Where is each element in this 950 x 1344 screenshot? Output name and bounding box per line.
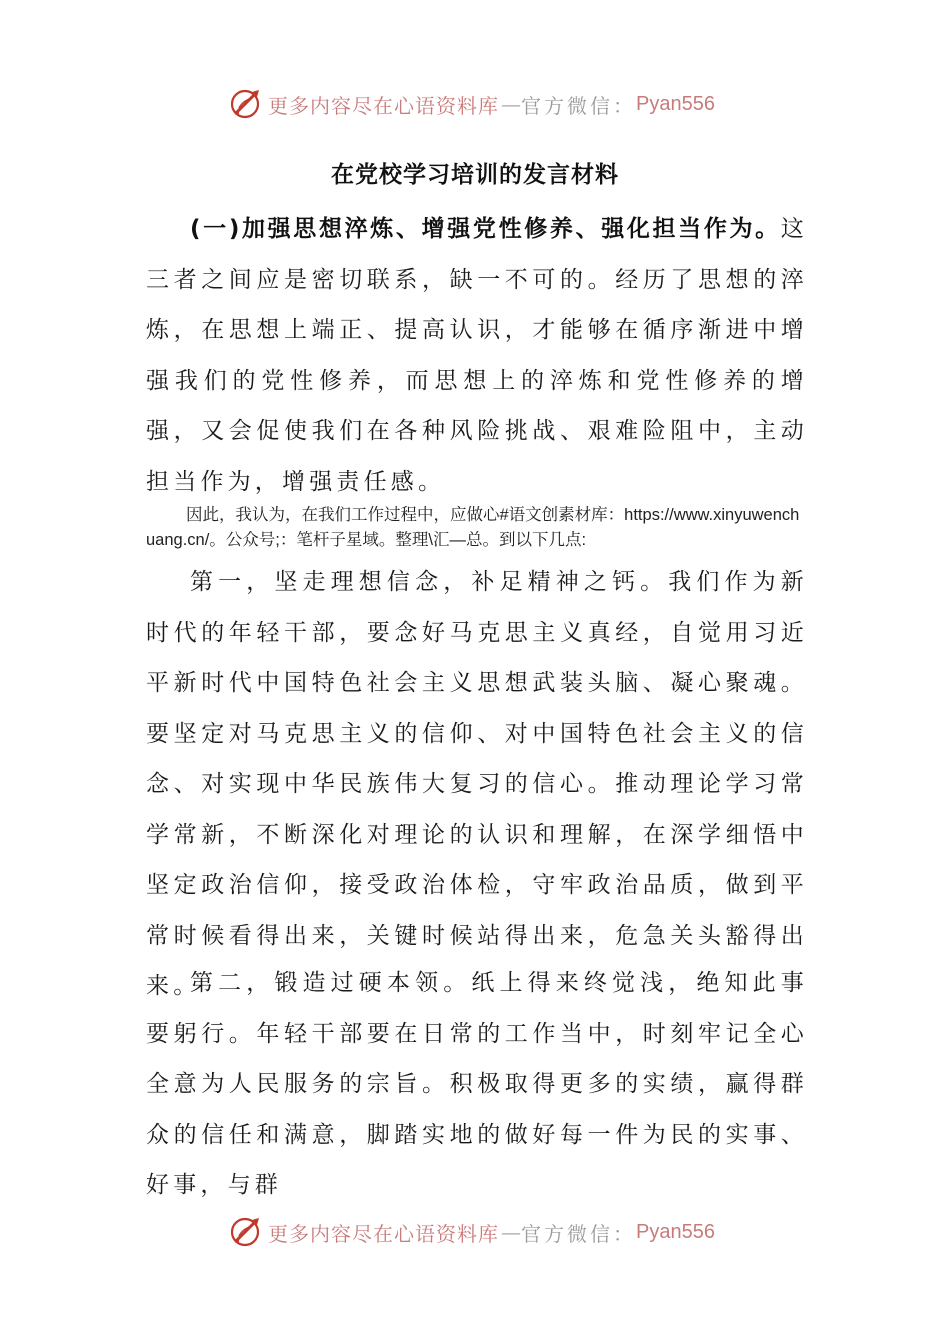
pen-logo-icon — [228, 86, 264, 122]
footer-banner[interactable] — [228, 1212, 748, 1252]
banner-dash: — — [501, 92, 519, 116]
section-1 — [146, 204, 808, 507]
document-title: 在党校学习培训的发言材料 — [331, 162, 619, 188]
paragraph-second — [146, 958, 808, 1211]
section-1-body: 这三者之间应是密切联系，缺一不可的。经历了思想的淬炼，在思想上端正、提高认识，才能够在循序渐进中增强我们的党性修养，而思想上的淬炼和党性修养的增强，又会促使我们在各种风险挑战、艰难险阻中，主动担当作为，增强责任感。 — [146, 216, 808, 495]
section-1-heading: (一)加强思想淬炼、增强党性修养、强化担当作为。 — [190, 216, 781, 242]
banner-wechat-label: 官方微信： — [521, 1221, 636, 1246]
pen-logo-icon — [228, 1214, 264, 1250]
banner-site-name: 更多内容尽在心语资料库 — [268, 93, 499, 118]
banner-site-name: 更多内容尽在心语资料库 — [268, 1221, 499, 1246]
paragraph-first — [146, 557, 808, 1012]
paragraph-first-text: 第一，坚走理想信念，补足精神之钙。我们作为新时代的年轻干部，要念好马克思主义真经，自觉用习近平新时代中国特色社会主义思想武装头脑、凝心聚魂。要坚定对马克思主义的信仰、对中国特色社会主义的信念、对实现中华民族伟大复习的信心。推动理论学习常学常新，不断深化对理论的认识和理解，在深学细悟中坚定政治信仰，接受政治体检，守牢政治品质，做到平常时候看得出来，关键时候站得出来，危急关头豁得出来。 — [146, 569, 808, 999]
banner-dash: — — [501, 1220, 519, 1244]
banner-wechat-handle: Pyan556 — [636, 1220, 715, 1243]
header-banner[interactable] — [228, 84, 748, 124]
source-note: 因此，我认为，在我们工作过程中，应做心#语文创素材库：https://www.xinyuwenchuang.cn/。公众号;：笔杆子星域。整理\汇—总。到以下几点: — [146, 506, 800, 549]
banner-wechat-handle: Pyan556 — [636, 92, 715, 115]
paragraph-second-text: 第二，锻造过硬本领。纸上得来终觉浅，绝知此事要躬行。年轻干部要在日常的工作当中，时刻牢记全心全意为人民服务的宗旨。积极取得更多的实绩，赢得群众的信任和满意，脚踏实地的做好每一件为民的实事、好事，与群 — [146, 970, 808, 1198]
banner-wechat-label: 官方微信： — [521, 93, 636, 118]
